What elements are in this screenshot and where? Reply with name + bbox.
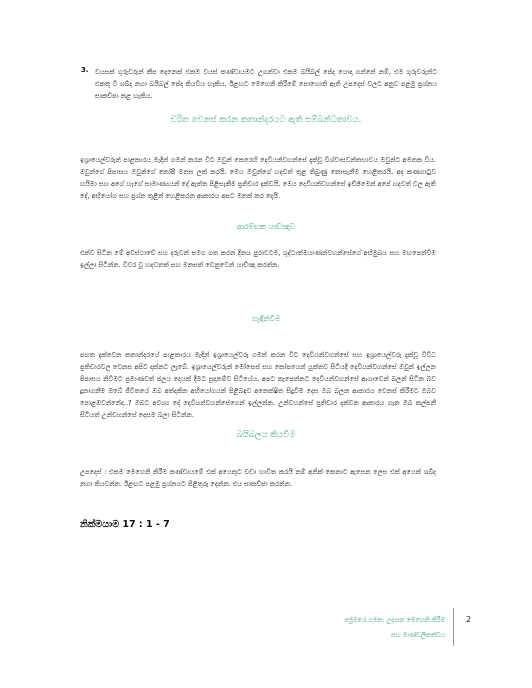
footer-subtitle: සහ මාණ්ඩලිකත්වය [391,632,445,639]
section-heading-connection: චරිත වෙනස් කරන කතාන්දරයට ඇති සම්බන්ධතාවය. [170,115,362,125]
paragraph-introduction: පහත දැක්වෙන කතාන්දරයේ පාළකාරය මැදින් ඉශ්‍රායෙල්වරු ගමන් කරන විට දෙවියන්වහන්සේ සහ ඉශ්‍රායෙල්වරු දැක්වූ විවිධ ප්‍රතිචාරවල වෙනස අපිට දක්නට ලැබේ. ඉශ්‍රායෙල්වරුන් මෝසෙස් සහ කෝපයෙන් යුක්තව සිටියදී දෙවියන්වහන්සේ ඔවුන් ඉල්ලන පිපාසය නිවීමට ප්‍රමාණවත් ජලය දෙයක් දීමට සූදානම්ව සිටියේය. අපට කැපෙන්නට දෙවියන්වහන්සේ ආශාවෙන් බලන් සිටින බව දුනාගනීම ඔබේ ජීවිතයේ ඔබ අත්දකින අභියෝගයන් පිළිබඳව අනෙක්ෂිත සිදුවීම දෙස ඔබ බලන ආකාරය වෙනස් කිරීමට ඔබව පොළඹවන්නේද..? ඔබට අවශ්‍ය දේ දෙවියන්වහන්සේගෙන් ඉල්ලන්න. උන්වහන්සේ ප්‍රතිචාර දක්වන ආකාරය ගැන ඔබ කල්පනී සිටියත් උන්වහන්සේ දෙසම බලා සිටින්න. [80,351,436,419]
page-number: 2 [466,615,472,624]
paragraph-opening-prayer: එක්ව සිටින මේ අවස්ථාවේ සහ දරුවන් සමග ගත කරන දිනය පුරාවටම, ශුද්ධාත්මයාණන්වහන්සේගේ අභිමුඛය සහ මඟපෙන්වීම ඉල්ලා සිටින්න. විවර වූ හදවතක් සහ මනසක් වෙනුවෙන් යාච්ඤා කරන්න. [80,249,436,269]
footer-title: ජ්‍රේමයේ ගමන: උද්‍යාන මෙහෙනි කිරීම [344,617,445,624]
section-heading-introduction: හැඳින්වීම [251,314,281,323]
footer-divider [453,608,454,646]
paragraph-connection: ඉශ්‍රායෙල්වරුන් පාළකාරය මැදින් ගමන් කරන විට ඔවුන් කෙරෙහි දෙවියන්වහන්සේ දැක්වූ විශ්වාසවන්තභාවය ඔවුන්ට අමතක විය. ඔවුන්ගේ පිපාසය ඔවුන්ගේ කෝපී මනස ලක් කරයි. මෙය ඔවුන්ගේ හදවත් තුළ තිබුණු නොසැනීම හෙළිකරයි. අද කණගාටුව හයිමා සහ අගේ හැගේ සාමාණ්‍යයන් දේ ඇත්ත පිළිසැකීම ප්‍රතිචාර දක්වයි. මෙය දෙවියන්වහන්සේ ඉච්ඡිමෙන් අපේ හදවත් වල ඇති දේ, අභියෝග සහ ප්‍රශ්න තුළින් හෙළිකරන ආකාරය අපට මතක් කර දෙයි. [80,156,436,200]
scripture-reference: නික්මයාම 17 : 1 - 7 [80,519,170,530]
section-heading-opening-prayer: ආරම්භක යාච්ඤාව [237,222,295,231]
list-item-text: වයසක් ගුරුවරුන් කීප දෙනෙක් එකම වයස් කණ්ඩායමට උගන්වා එකම බයිබල් පේද යොදා ගන්නේ නම්, එම ගුරුවරුන්ට එකතු වී ශබ්ද නගා බයිබල් පේද කියවිය හැකිය. ඊළඟට මෙහෙනි කිරීමේ පොහොනි ඇති උපදෙස් වලට අනුව පළමු ප්‍රශ්නය සාකච්ඡා කළ හැකිය. [95,68,437,100]
section-heading-bible-reading: බයිබලය කියවීම [236,430,296,440]
list-item-number: 3. [81,66,89,74]
paragraph-bible-reading: උපදෙස් : එකම මෙහෙනි කිරීම කණ්ඩායමේ එක් අයෙකුට චඩා හාවිත කරයි නම් අනික් කෙනාට ඇසෙන ලෙස එක් අයෙක් ශබ්ද නගා කියවන්න. ඊළඟට පළමු ප්‍රශ්නයට පිළිතුරු දෙන්න. එය සාකච්ඡා කරන්න. [80,468,436,488]
